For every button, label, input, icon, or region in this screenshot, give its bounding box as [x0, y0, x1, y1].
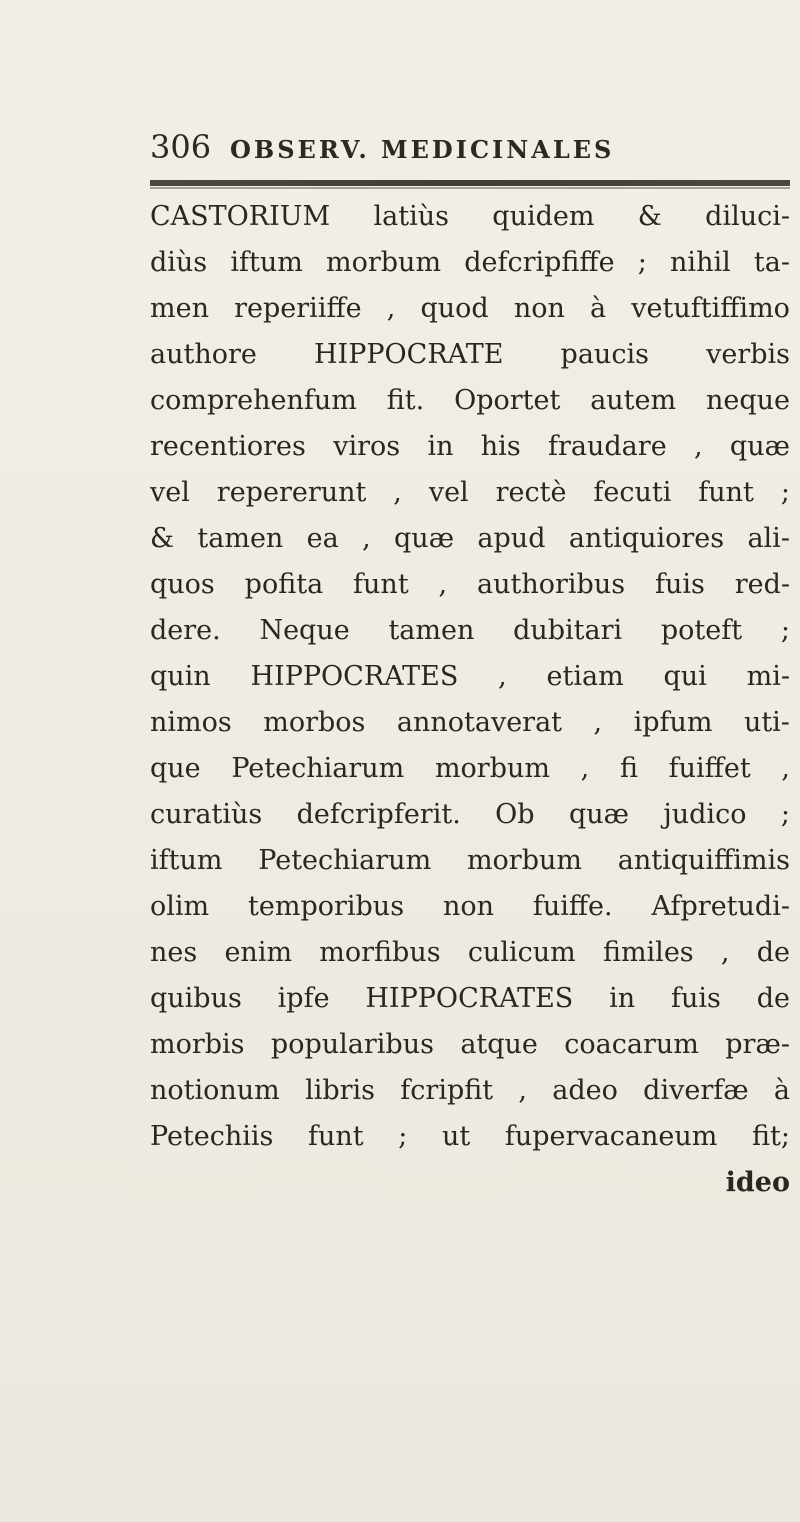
word: fraudare [548, 431, 667, 462]
header-rule-thin [150, 187, 790, 189]
word: Petechiis [150, 1121, 274, 1152]
text-line [150, 1068, 790, 1114]
word: HIPPOCRATES [365, 983, 574, 1014]
word: in [609, 983, 636, 1014]
word: præ- [725, 1029, 790, 1060]
word: red- [734, 569, 790, 600]
word: Ob [495, 799, 535, 830]
page-number: 306 [150, 128, 212, 166]
word: funt [353, 569, 409, 600]
word: pofita [244, 569, 324, 600]
word: popularibus [270, 1029, 434, 1060]
word: Petechiarum [258, 845, 432, 876]
word: , [498, 661, 507, 692]
word: libris [305, 1075, 376, 1106]
word: qui [663, 661, 707, 692]
text-line [150, 240, 790, 286]
word: HIPPOCRATES [250, 661, 459, 692]
word: etiam [546, 661, 624, 692]
word: ; [780, 477, 790, 508]
word: , [580, 753, 590, 784]
word: ta- [753, 247, 790, 278]
word: fuiffe. [532, 891, 613, 922]
text-line [150, 654, 790, 700]
word: , [518, 1075, 527, 1106]
word: paucis [560, 339, 649, 370]
word: funt [698, 477, 754, 508]
text-line [150, 470, 790, 516]
text-line [150, 746, 790, 792]
word: ali- [747, 523, 790, 554]
word: nimos [150, 707, 232, 738]
word: morbum [326, 247, 442, 278]
word: annotaverat [396, 707, 563, 738]
word: men [150, 293, 209, 324]
word: , [393, 477, 402, 508]
word: de [756, 983, 790, 1014]
word: latiùs [373, 201, 449, 232]
word: diverfæ [643, 1075, 749, 1106]
word: reperiiffe [234, 293, 362, 324]
word: de [756, 937, 790, 968]
word: antiquiores [568, 523, 725, 554]
word: fupervacaneum [504, 1121, 718, 1152]
text-line [150, 516, 790, 562]
text-line [150, 930, 790, 976]
word: HIPPOCRATE [314, 339, 504, 370]
word: Oportet [454, 385, 561, 416]
word: , [438, 569, 448, 600]
word: , [720, 937, 730, 968]
text-line [150, 378, 790, 424]
word: iftum [230, 247, 303, 278]
word: nihil [670, 247, 731, 278]
word: ut [442, 1121, 471, 1152]
word: , [781, 753, 790, 784]
word: defcripferit. [296, 799, 461, 830]
text-line [150, 976, 790, 1022]
word: authore [150, 339, 257, 370]
word: Afpretudi- [651, 891, 790, 922]
word: & [150, 523, 175, 554]
word: dubitari [513, 615, 623, 646]
word: fi [619, 753, 638, 784]
text-line [150, 1114, 790, 1160]
text-line [150, 332, 790, 378]
word: quibus [150, 983, 242, 1014]
word: à [773, 1075, 790, 1106]
word: morbum [466, 845, 582, 876]
word: quidem [492, 201, 595, 232]
word: diluci- [705, 201, 790, 232]
word: , [593, 707, 603, 738]
word: vetuftiffimo [631, 293, 790, 324]
word: , [362, 523, 371, 554]
word: rectè [495, 477, 567, 508]
word: quin [150, 661, 211, 692]
text-line [150, 424, 790, 470]
text-line [150, 608, 790, 654]
word: culicum [467, 937, 576, 968]
word: his [480, 431, 521, 462]
catchword: ideo [725, 1167, 790, 1198]
word: ; [637, 247, 647, 278]
word: comprehenfum [150, 385, 357, 416]
word: quæ [394, 523, 455, 554]
word: olim [150, 891, 210, 922]
word: morbos [263, 707, 366, 738]
word: apud [477, 523, 546, 554]
word: fit; [752, 1121, 790, 1152]
word: enim [224, 937, 293, 968]
word: morbum [434, 753, 550, 784]
word: authoribus [477, 569, 626, 600]
word: CASTORIUM [150, 201, 331, 232]
word: judico [663, 799, 747, 830]
word: viros [333, 431, 401, 462]
word: morfibus [319, 937, 441, 968]
word: temporibus [248, 891, 405, 922]
text-line [150, 562, 790, 608]
word: tamen [197, 523, 284, 554]
word: fecuti [593, 477, 672, 508]
word: repererunt [216, 477, 367, 508]
word: tamen [388, 615, 475, 646]
word: iftum [150, 845, 223, 876]
word: quos [150, 569, 215, 600]
word: ea [306, 523, 339, 554]
word: uti- [743, 707, 790, 738]
word: Neque [259, 615, 350, 646]
word: adeo [552, 1075, 618, 1106]
word: non [442, 891, 494, 922]
word: in [427, 431, 454, 462]
word: fcripfit [400, 1075, 494, 1106]
word: ipfe [277, 983, 330, 1014]
word: dere. [150, 615, 221, 646]
catchword-line [150, 1160, 790, 1206]
word: quæ [568, 799, 630, 830]
word: recentiores [150, 431, 306, 462]
page-header [150, 128, 790, 168]
word: defcripfiffe [464, 247, 615, 278]
word: neque [705, 385, 790, 416]
word: autem [590, 385, 677, 416]
header-rule [150, 180, 790, 186]
word: poteft [660, 615, 743, 646]
word: ; [398, 1121, 408, 1152]
word: ipfum [633, 707, 713, 738]
word: , [386, 293, 396, 324]
text-line [150, 792, 790, 838]
word: quod [420, 293, 489, 324]
word: mi- [746, 661, 790, 692]
running-head: OBSERV. MEDICINALES [230, 135, 615, 164]
body-text [150, 194, 790, 1206]
word: notionum [150, 1075, 280, 1106]
word: fuis [654, 569, 705, 600]
word: ; [780, 615, 790, 646]
word: que [150, 753, 201, 784]
word: Petechiarum [231, 753, 405, 784]
word: curatiùs [150, 799, 263, 830]
word: fuis [670, 983, 721, 1014]
word: à [590, 293, 607, 324]
word: coacarum [564, 1029, 699, 1060]
word: fimiles [602, 937, 694, 968]
word: antiquiffimis [617, 845, 790, 876]
text-line [150, 286, 790, 332]
word: verbis [706, 339, 790, 370]
word: & [637, 201, 662, 232]
word: fit. [386, 385, 425, 416]
word: nes [150, 937, 198, 968]
word: atque [460, 1029, 538, 1060]
word: funt [308, 1121, 364, 1152]
text-line [150, 700, 790, 746]
word: , [694, 431, 703, 462]
text-line [150, 838, 790, 884]
word: vel [150, 477, 190, 508]
word: vel [428, 477, 469, 508]
text-line [150, 1022, 790, 1068]
text-line [150, 194, 790, 240]
text-line [150, 884, 790, 930]
word: ; [780, 799, 790, 830]
word: fuiffet [668, 753, 751, 784]
word: morbis [150, 1029, 245, 1060]
word: quæ [729, 431, 790, 462]
word: diùs [150, 247, 208, 278]
word: non [513, 293, 565, 324]
